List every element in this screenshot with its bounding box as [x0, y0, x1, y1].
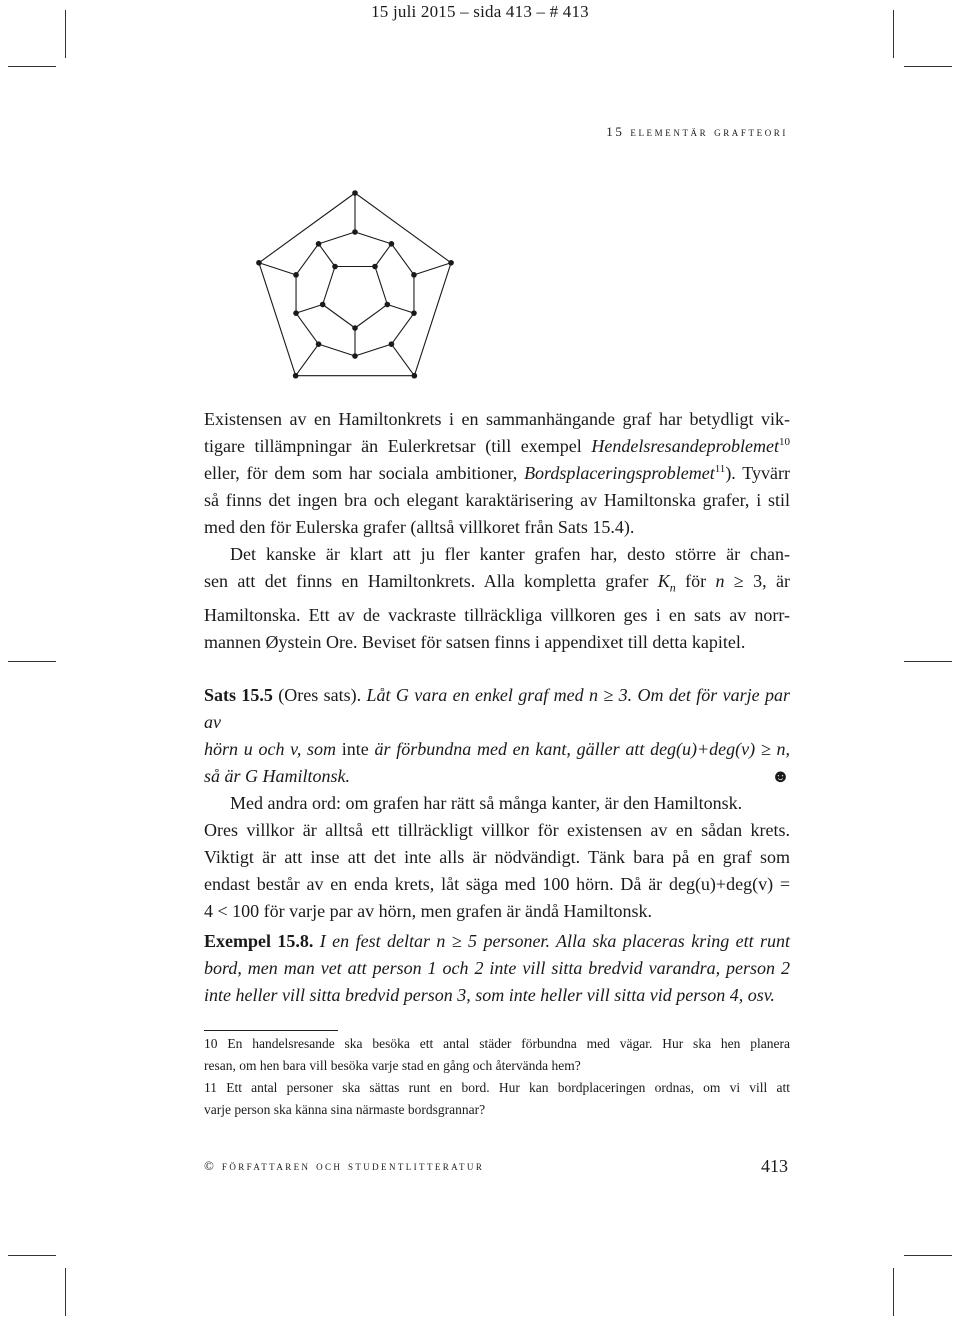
- graph-edge: [355, 232, 391, 244]
- graph-edge: [375, 244, 391, 267]
- text-line: eller, för dem som har sociala ambitioner, Bordsplaceringsproblemet$^{11}$). Tyvärr: [204, 463, 790, 483]
- graph-edge: [296, 344, 319, 376]
- example-15-8: [204, 928, 790, 1009]
- graph-edge: [259, 193, 355, 263]
- graph-vertex: [448, 260, 454, 266]
- graph-edge: [296, 244, 319, 275]
- graph-vertex: [316, 341, 322, 347]
- graph-edge: [259, 263, 296, 376]
- graph-edge: [355, 193, 451, 263]
- text-line: med den för Eulerska grafer (alltså villkoret från Sats 15.4).: [204, 517, 635, 537]
- graph-edge: [355, 344, 391, 356]
- graph-edge: [259, 263, 296, 275]
- text-line: tigare tillämpningar än Eulerkretsar (till exempel Hendelsresandeproblemet$^{10}$: [204, 436, 790, 456]
- graph-edge: [319, 244, 335, 267]
- crop-mark: [904, 661, 952, 662]
- crop-mark: [893, 1268, 894, 1316]
- example-line: bord, men man vet att person 1 och 2 inte vill sitta bredvid varandra, person 2: [204, 958, 790, 978]
- example-line: inte heller vill sitta bredvid person 3, som inte heller vill sitta vid person 4, osv.: [204, 985, 775, 1005]
- footnote-ref-11: 11: [714, 463, 726, 475]
- graph-edge: [391, 244, 414, 275]
- footnotes: [204, 1030, 790, 1120]
- graph-vertex: [352, 353, 358, 359]
- theorem-line: hörn u och v, som inte är förbundna med en kant, gäller att deg(u)+deg(v) ≥ n,: [204, 739, 790, 759]
- crop-mark: [8, 661, 56, 662]
- graph-edge: [319, 232, 355, 244]
- graph-vertex: [372, 264, 378, 270]
- graph-edge: [375, 266, 387, 304]
- print-info-line: 15 juli 2015 – sida 413 – # 413: [371, 2, 589, 21]
- graph-edge: [296, 313, 319, 344]
- graph-vertex: [352, 325, 358, 331]
- graph-vertex: [411, 272, 417, 278]
- graph-vertex: [293, 373, 299, 379]
- dodecahedron-graph-figure: [230, 180, 480, 390]
- graph-edge: [323, 305, 355, 328]
- theorem-line: så är G Hamiltonsk. ☻: [204, 763, 790, 790]
- graph-vertex: [316, 241, 322, 247]
- graph-edge: [391, 344, 414, 376]
- text-line: endast består av en enda krets, låt säga med 100 hörn. Då är deg(u)+deg(v) =: [204, 874, 790, 894]
- graph-edge: [387, 305, 414, 314]
- graph-vertex: [293, 310, 299, 316]
- crop-mark: [904, 66, 952, 67]
- graph-vertex: [385, 302, 391, 308]
- text-line: Det kanske är klart att ju fler kanter grafen har, desto större är chan-: [230, 544, 790, 564]
- intro-paragraph: [204, 406, 790, 656]
- theorem-ore: [204, 682, 790, 925]
- graph-edge: [323, 266, 335, 304]
- page-number: 413: [761, 1156, 788, 1176]
- theorem-label: Sats 15.5: [204, 685, 273, 705]
- text-line: Existensen av en Hamiltonkrets i en sammanhängande graf har betydligt vik-: [204, 409, 790, 429]
- example-line: Exempel 15.8. I en fest deltar n ≥ 5 personer. Alla ska placeras kring ett runt: [204, 931, 790, 951]
- graph-edge: [296, 305, 323, 314]
- running-head: 15 elementär grafteori: [606, 124, 788, 139]
- text-line: Ores villkor är alltså ett tillräckligt villkor för existensen av en sådan krets.: [204, 820, 790, 840]
- graph-vertex: [411, 310, 417, 316]
- graph-vertex: [412, 373, 418, 379]
- footnote-11: 11 Ett antal personer ska sättas runt en bord. Hur kan bordplaceringen ordnas, om vi vill att varje person ska känna sina närmaste bordsgrannar?: [204, 1080, 790, 1117]
- crop-mark: [8, 66, 56, 67]
- graph-edge: [391, 313, 414, 344]
- crop-mark: [904, 1255, 952, 1256]
- graph-vertex: [389, 241, 395, 247]
- graph-vertex: [332, 264, 338, 270]
- crop-mark: [65, 1268, 66, 1316]
- text-line: så finns det ingen bra och elegant karaktärisering av Hamiltonska grafer, i stil: [204, 490, 790, 510]
- text-line: 4 < 100 för varje par av hörn, men grafen är ändå Hamiltonsk.: [204, 901, 652, 921]
- text-line: Hamiltonska. Ett av de vackraste tillräckliga villkoren ges i en sats av norr-: [204, 604, 790, 625]
- graph-edge: [355, 305, 387, 328]
- footnote-ref-10: 10: [779, 436, 790, 448]
- text-line: Med andra ord: om grafen har rätt så många kanter, är den Hamiltonsk.: [230, 793, 743, 813]
- graph-edge: [414, 263, 451, 275]
- crop-mark: [8, 1255, 56, 1256]
- text-line: sen att det finns en Hamiltonkrets. Alla kompletta grafer $K_n$ för n ≥ 3, är: [204, 571, 790, 595]
- graph-vertex: [352, 190, 358, 196]
- graph-vertex: [352, 229, 358, 235]
- end-of-theorem-mark: ☻: [771, 766, 790, 786]
- text-line: mannen Øystein Ore. Beviset för satsen finns i appendixet till detta kapitel.: [204, 631, 746, 652]
- text-line: Viktigt är att inse att det inte alls är nödvändigt. Tänk bara på en graf som: [204, 847, 790, 867]
- graph-vertex: [389, 341, 395, 347]
- theorem-line: Sats 15.5 (Ores sats). Låt G vara en enkel graf med n ≥ 3. Om det för varje par av: [204, 685, 790, 732]
- graph-vertex: [256, 260, 262, 266]
- graph-edge: [414, 263, 451, 376]
- copyright-footer: © författaren och studentlitteratur: [204, 1158, 485, 1173]
- example-label: Exempel 15.8.: [204, 931, 314, 951]
- graph-vertex: [293, 272, 299, 278]
- graph-edge: [319, 344, 355, 356]
- graph-vertex: [320, 302, 326, 308]
- footnote-10: 10 En handelsresande ska besöka ett antal städer förbundna med vägar. Hur ska hen planera resan, om hen bara vill besöka varje stad en gång och återvända hem?: [204, 1036, 790, 1073]
